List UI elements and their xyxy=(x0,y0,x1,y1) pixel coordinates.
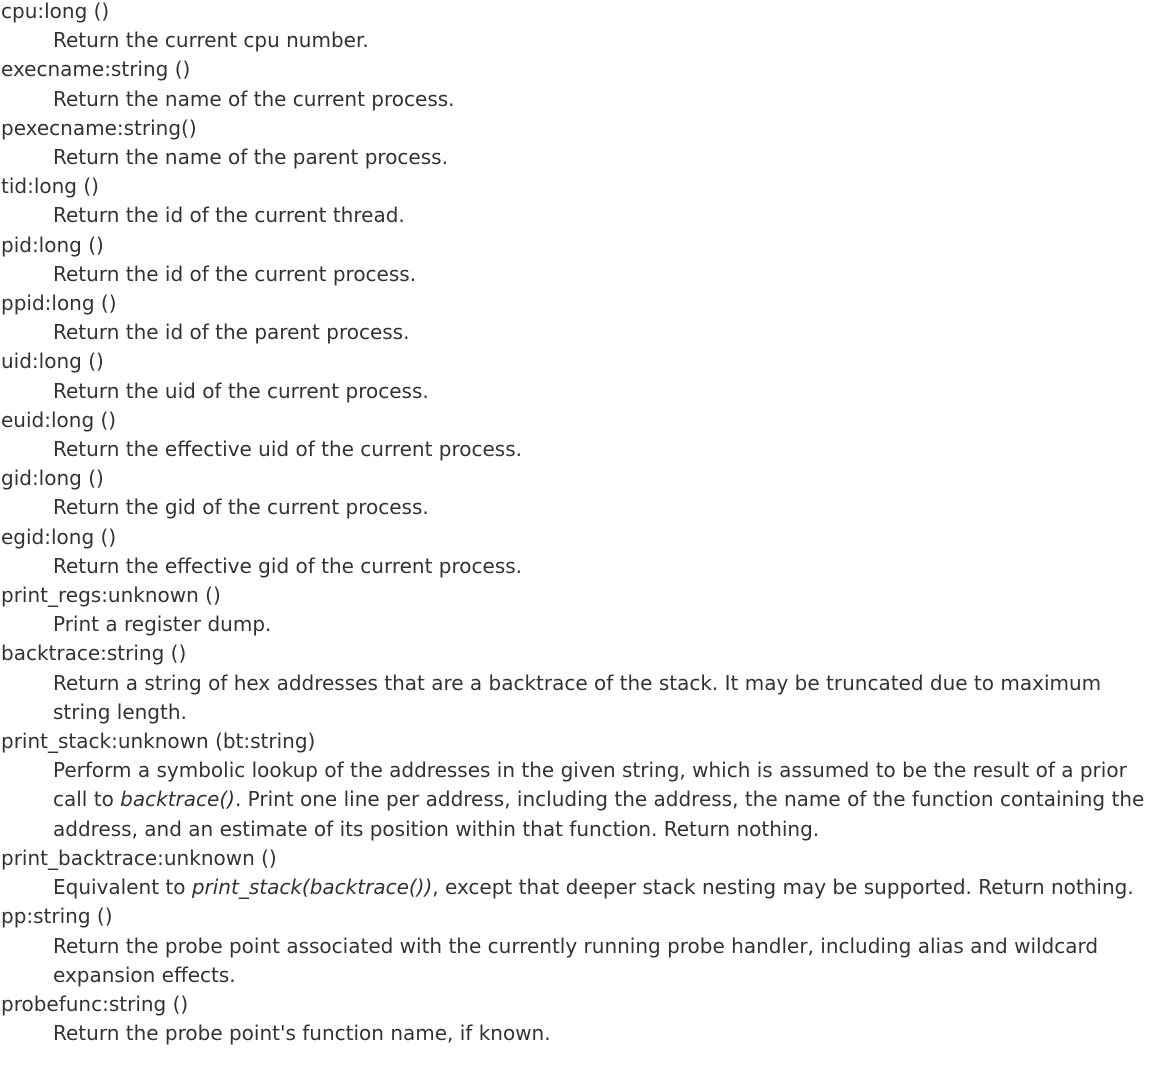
function-signature-uid: uid:long () xyxy=(1,349,104,374)
function-description-print-regs: Print a register dump. xyxy=(53,612,272,637)
function-description-egid: Return the effective gid of the current process. xyxy=(53,553,523,578)
function-description-pid: Return the id of the current process. xyxy=(53,261,417,286)
function-description-backtrace: Return a string of hex addresses that are a backtrace of the stack. It may be truncated due to maximum string length. xyxy=(53,670,1102,724)
function-signature-probefunc: probefunc:string () xyxy=(1,991,189,1016)
function-signature-ppid: ppid:long () xyxy=(1,291,117,316)
function-signature-euid: euid:long () xyxy=(1,407,117,432)
function-description-tid: Return the id of the current thread. xyxy=(53,203,405,228)
function-signature-cpu: cpu:long () xyxy=(1,0,110,23)
function-signature-pid: pid:long () xyxy=(1,232,104,257)
function-signature-print-regs: print_regs:unknown () xyxy=(1,583,221,608)
function-description-gid: Return the gid of the current process. xyxy=(53,495,429,520)
function-description-ppid: Return the id of the parent process. xyxy=(53,320,410,345)
function-signature-pp: pp:string () xyxy=(1,904,113,929)
function-reference-print-stack: print_stack(backtrace()) xyxy=(191,875,433,900)
function-description-print-stack: Perform a symbolic lookup of the addresses in the given string, which is assumed to be the result of a prior call to backtrace(). Print one line per address, including the address, the name of the function containing the address, and an estimate of its position within that function. Return nothing. xyxy=(53,758,1145,841)
function-description-uid: Return the uid of the current process. xyxy=(53,378,429,403)
function-signature-egid: egid:long () xyxy=(1,524,117,549)
function-description-pexecname: Return the name of the parent process. xyxy=(53,145,448,170)
function-signature-backtrace: backtrace:string () xyxy=(1,641,187,666)
function-signature-tid: tid:long () xyxy=(1,174,99,199)
function-description-pp: Return the probe point associated with the currently running probe handler, including alias and wildcard expansion effects. xyxy=(53,933,1099,987)
function-description-euid: Return the effective uid of the current process. xyxy=(53,437,523,462)
function-description-print-backtrace: Equivalent to print_stack(backtrace()), except that deeper stack nesting may be supported. Return nothing. xyxy=(53,875,1134,900)
function-description-execname: Return the name of the current process. xyxy=(53,86,455,111)
function-signature-execname: execname:string () xyxy=(1,57,191,82)
function-reference-backtrace: backtrace() xyxy=(120,787,235,812)
function-description-probefunc: Return the probe point's function name, if known. xyxy=(53,1021,551,1046)
function-signature-pexecname: pexecname:string() xyxy=(1,115,197,140)
function-description-cpu: Return the current cpu number. xyxy=(53,28,369,53)
function-signature-print-stack: print_stack:unknown (bt:string) xyxy=(1,729,316,754)
function-signature-gid: gid:long () xyxy=(1,466,104,491)
function-signature-print-backtrace: print_backtrace:unknown () xyxy=(1,845,277,870)
